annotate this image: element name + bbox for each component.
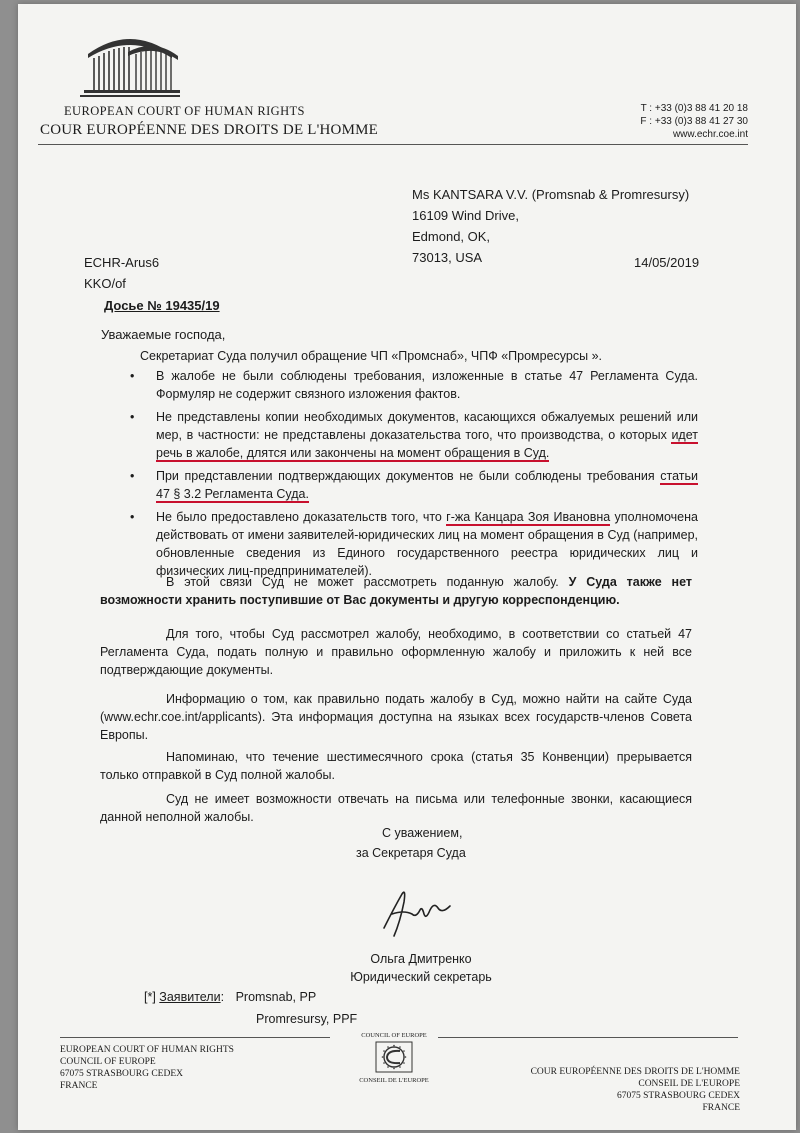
recipient-street: 16109 Wind Drive, — [412, 208, 519, 223]
reference-line-1: ECHR-Arus6 — [84, 255, 160, 270]
dossier-number: Досье № 19435/19 — [104, 298, 220, 313]
list-item-text: Не было предоставлено доказательств того, что — [156, 510, 447, 524]
footer-line: 67075 STRASBOURG CEDEX — [617, 1091, 740, 1101]
phone-number: T : +33 (0)3 88 41 20 18 — [640, 103, 748, 114]
list-item — [128, 408, 698, 462]
list-item — [128, 367, 698, 403]
footer-divider-right — [438, 1037, 738, 1038]
bullet-icon: • — [130, 469, 135, 483]
recipient-city: Edmond, OK, — [412, 229, 491, 244]
signer-name: Ольга Дмитренко — [370, 952, 472, 966]
bullet-icon: • — [130, 410, 135, 424]
court-name-french: COUR EUROPÉENNE DES DROITS DE L'HOMME — [40, 122, 379, 138]
highlighted-text: статьи 47 § 3.2 Регламента Суда. — [156, 469, 698, 501]
closing-block — [356, 823, 466, 863]
recipient-zip: 73013, USA — [412, 250, 483, 265]
header-divider — [38, 144, 748, 145]
list-item-text: Не представлены копии необходимых документов, касающихся обжалуемых решений или мер, в частности: не представлены доказательства того, что производства, о которых — [156, 410, 698, 442]
highlighted-text: идет речь в жалобе, длятся или закончены на момент обращения в Суд. — [156, 428, 698, 460]
paragraph-text: Информацию о том, как правильно подать жалобу в Суд, можно найти на сайте Суда (www.echr.coe.int/applicants). Эта информация доступна на языках всех государств-членов Совета Европы. — [100, 692, 692, 742]
paragraph-bold-text: У Суда также нет возможности хранить поступившие от Вас документы и другую корреспонденцию. — [100, 575, 693, 607]
footer-line: FRANCE — [60, 1081, 98, 1091]
signer-block — [336, 950, 506, 986]
handwritten-signature — [378, 884, 458, 940]
intro-line: Секретариат Суда получил обращение ЧП «Промснаб», ЧПФ «Промресурсы ». — [140, 349, 602, 363]
deficiency-list — [128, 367, 698, 585]
footer-line: CONSEIL DE L'EUROPE — [638, 1079, 740, 1089]
paragraph-text: Для того, чтобы Суд рассмотрел жалобу, необходимо, в соответствии со статьей 47 Регламента Суда, подать полную и правильно оформленную жалобу и приложить к ней все подтверждающие документы. — [100, 627, 692, 677]
coe-emblem-icon — [374, 1040, 414, 1074]
contact-block — [640, 102, 748, 141]
footer-address-english — [60, 1044, 234, 1092]
letter-page — [18, 4, 796, 1130]
footnote-marker: [*] — [144, 990, 156, 1004]
applicants-block — [144, 986, 357, 1030]
paragraph-text: В этой связи Суд не может рассмотреть поданную жалобу. — [166, 575, 569, 589]
closing-line-2: за Секретаря Суда — [356, 846, 466, 860]
list-item-text: При представлении подтверждающих документов не были соблюдены требования — [156, 469, 661, 483]
highlighted-text: г-жа Канцара Зоя Ивановна — [446, 510, 611, 524]
footer-line: COUR EUROPÉENNE DES DROITS DE L'HOMME — [530, 1067, 740, 1077]
footer-address-french — [531, 1066, 740, 1114]
applicant-item: Promsnab, PP — [235, 990, 317, 1004]
bullet-icon: • — [130, 510, 135, 524]
paragraph-information — [100, 690, 692, 744]
reference-line-2: KKO/of — [84, 276, 126, 291]
paragraph-text: Суд не имеет возможности отвечать на письма или телефонные звонки, касающиеся данной неполной жалобы. — [100, 792, 692, 824]
list-item — [128, 508, 698, 580]
recipient-name: Ms KANTSARA V.V. (Promsnab & Promresursy) — [412, 187, 690, 202]
footer-line: 67075 STRASBOURG CEDEX — [60, 1069, 183, 1079]
reference-block — [84, 252, 159, 294]
council-of-europe-logo — [354, 1032, 434, 1085]
paragraph-no-reply — [100, 790, 692, 826]
greeting: Уважаемые господа, — [101, 327, 226, 342]
signer-title: Юридический секретарь — [350, 970, 492, 984]
logo-caption-top: COUNCIL OF EUROPE — [361, 1032, 427, 1039]
court-name-english: EUROPEAN COURT OF HUMAN RIGHTS — [64, 104, 305, 118]
letter-date: 14/05/2019 — [634, 255, 700, 270]
logo-caption-bottom: CONSEIL DE L'EUROPE — [359, 1077, 429, 1084]
footer-line: EUROPEAN COURT OF HUMAN RIGHTS — [60, 1045, 234, 1055]
footer-line: FRANCE — [702, 1103, 740, 1113]
list-item-text: В жалобе не были соблюдены требования, изложенные в статье 47 Регламента Суда. Формуляр не содержит связного изложения фактов. — [156, 369, 698, 401]
footer-line: COUNCIL OF EUROPE — [60, 1057, 156, 1067]
applicants-colon: : — [220, 990, 225, 1004]
closing-line-1: С уважением, — [382, 826, 463, 840]
paragraph-rejection — [100, 573, 692, 609]
website-link[interactable]: www.echr.coe.int — [672, 129, 748, 140]
list-item — [128, 467, 698, 503]
bullet-icon: • — [130, 369, 135, 383]
echr-building-logo — [80, 28, 180, 102]
applicants-label: Заявители — [159, 990, 221, 1004]
paragraph-text: Напоминаю, что течение шестимесячного срока (статья 35 Конвенции) прерывается только отправкой в Суд полной жалобы. — [100, 750, 692, 782]
applicant-item: Promresursy, PPF — [256, 1012, 358, 1026]
paragraph-requirements — [100, 625, 692, 679]
list-item-text: уполномочена действовать от имени заявителей-юридических лиц на момент обращения в Суд (например, обновленные сведения из Единого государственного реестра юридических лиц и физических лиц-предпринимателей). — [156, 510, 698, 578]
fax-number: F : +33 (0)3 88 41 27 30 — [640, 116, 748, 127]
paragraph-deadline — [100, 748, 692, 784]
footer-divider-left — [60, 1037, 330, 1038]
